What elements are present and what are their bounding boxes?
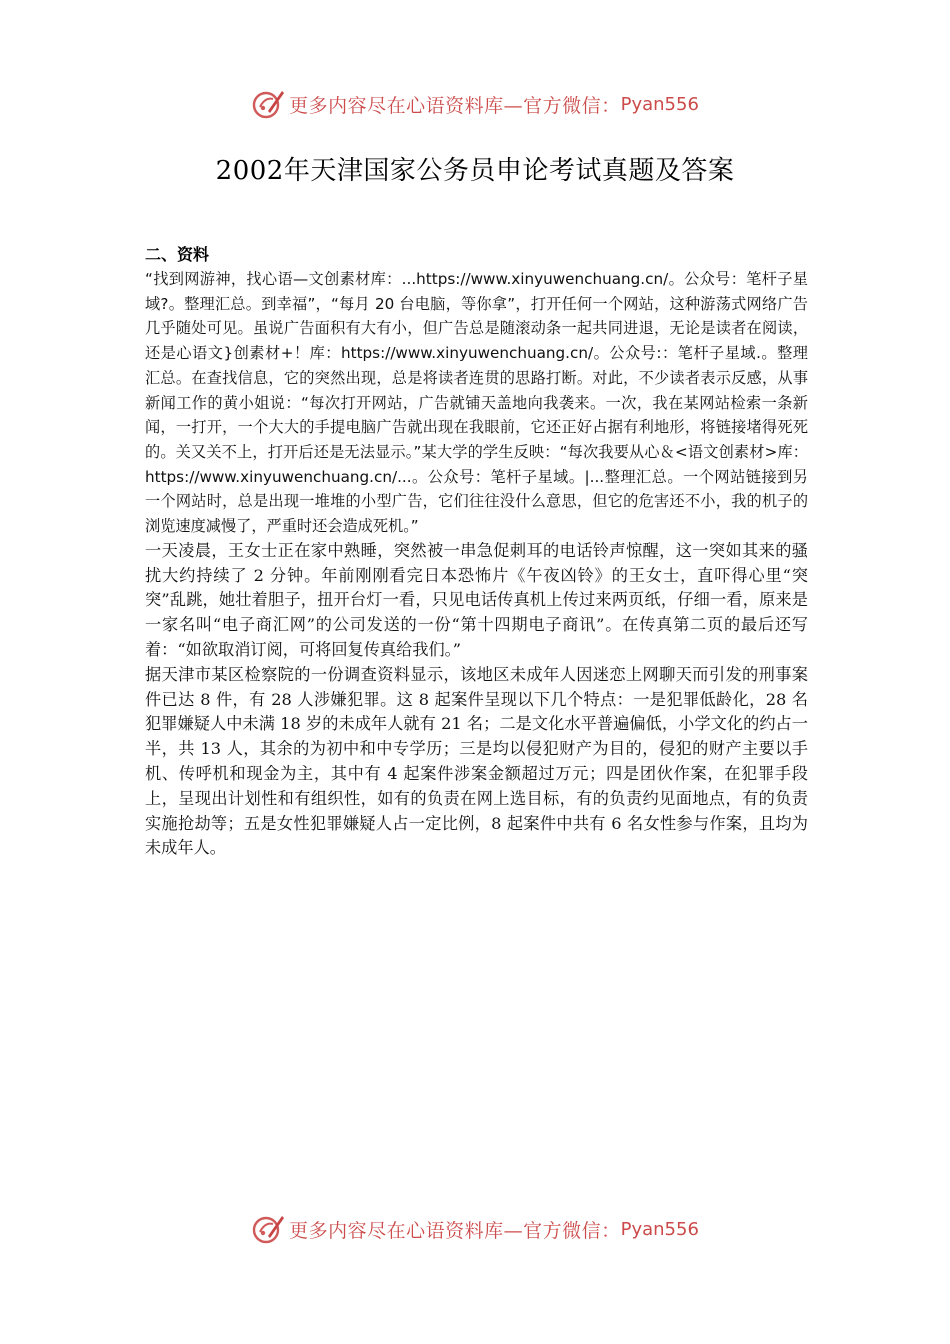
document-title: 2002年天津国家公务员申论考试真题及答案: [215, 156, 735, 186]
paragraph-3: 据天津市某区检察院的一份调查资料显示，该地区未成年人因迷恋上网聊天而引发的刑事案件已达 8 件，有 28 人涉嫌犯罪。这 8 起案件呈现以下几个特点：一是犯罪低龄化，28 名犯罪嫌疑人中未满 18 岁的未成年人就有 21 名；二是文化水平普遍偏低，小学文化的约占一半，共 13 人，其余的为初中和中专学历；三是均以侵犯财产为目的，侵犯的财产主要以手机、传呼机和现金为主，其中有 4 起案件涉案金额超过万元；四是团伙作案，在犯罪手段上，呈现出计划性和有组织性，如有的负责在网上选目标，有的负责约见面地点，有的负责实施抢劫等；五是女性犯罪嫌疑人占一定比例，8 起案件中共有 6 名女性参与作案，且均为未成年人。: [145, 664, 808, 858]
document-body: [145, 242, 808, 861]
paragraph-2: 一天凌晨，王女士正在家中熟睡，突然被一串急促刺耳的电话铃声惊醒，这一突如其来的骚扰大约持续了 2 分钟。年前刚刚看完日本恐怖片《午夜凶铃》的王女士，直吓得心里“突突”乱跳，她壮着胆子，扭开台灯一看，只见电话传真机上传过来两页纸，仔细一看，原来是一家名叫“电子商汇网”的公司发送的一份“第十四期电子商讯”。在传真第二页的最后还写着：“如欲取消订阅，可将回复传真给我们。”: [145, 540, 808, 659]
banner-text: 更多内容尽在心语资料库—官方微信：: [289, 1219, 621, 1242]
pen-circle-logo-icon: [251, 87, 285, 121]
wechat-id: Pyan556: [620, 1218, 699, 1240]
banner-text: 更多内容尽在心语资料库—官方微信：: [289, 94, 621, 117]
wechat-id: Pyan556: [620, 93, 699, 115]
paragraph-1: “找到网游神，找心语—文创素材库：...https://www.xinyuwenchuang.cn/。公众号：笔杆子星域?。整理汇总。到幸福”，“每月 20 台电脑，等你拿”，打开任何一个网站，这种游荡式网络广告几乎随处可见。虽说广告面积有大有小，但广告总是随滚动条一起共同进退，无论是读者在阅读，还是心语文}创素材+！库：https://www.xinyuwenchuang.cn/。公众号:：笔杆子星域.。整理汇总。在查找信息，它的突然出现，总是将读者连贯的思路打断。对此，不少读者表示反感，从事新闻工作的黄小姐说：“每次打开网站，广告就铺天盖地向我袭来。一次，我在某网站检索一条新闻，一打开，一个大大的手提电脑广告就出现在我眼前，它还正好占据有利地形，将链接堵得死死的。关又关不上，打开后还是无法显示。”某大学的学生反映：“每次我要从心＆<语文创素材>库：https://www.xinyuwenchuang.cn/...。公众号：笔杆子星域。|...整理汇总。一个网站链接到另一个网站时，总是出现一堆堆的小型广告，它们往往没什么意思，但它的危害还不小，我的机子的浏览速度减慢了，严重时还会造成死机。”: [145, 270, 808, 536]
section-heading: 二、资料: [145, 245, 210, 264]
header-banner: [0, 84, 950, 124]
pen-circle-logo-icon: [251, 1212, 285, 1246]
footer-banner: [0, 1209, 950, 1249]
